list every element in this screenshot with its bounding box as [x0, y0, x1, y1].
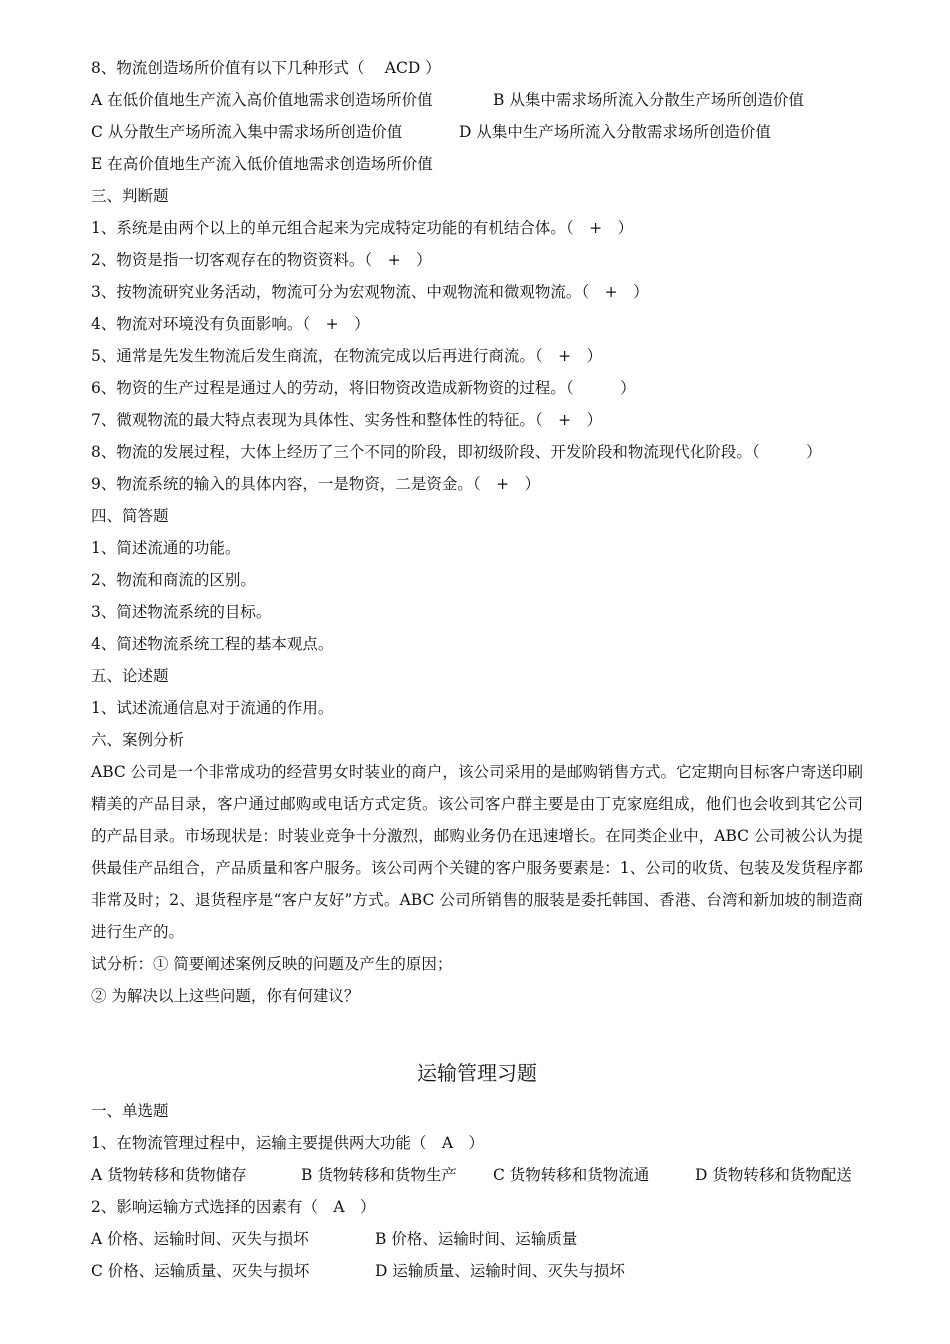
option-b: B 价格、运输时间、运输质量: [375, 1230, 578, 1248]
short-answer-item: 1、简述流通的功能。: [91, 539, 241, 557]
option-a: A 价格、运输时间、灭失与损坏: [91, 1230, 309, 1248]
question-8-options-row-2: [91, 116, 863, 148]
judge-item: 1、系统是由两个以上的单元组合起来为完成特定功能的有机结合体。（ + ）: [91, 219, 634, 237]
option-b: B 从集中需求场所流入分散生产场所创造价值: [493, 91, 804, 109]
short-answer-item: 2、物流和商流的区别。: [91, 571, 256, 589]
transport-question-2-options-row-2: [91, 1255, 863, 1287]
judge-item: 2、物资是指一切客观存在的物资资料。（ + ）: [91, 251, 432, 269]
judge-item: 6、物资的生产过程是通过人的劳动，将旧物资改造成新物资的过程。（ ）: [91, 379, 636, 397]
section-heading-single-choice: 一、单选题: [91, 1102, 169, 1120]
transport-question-1-stem: 1、在物流管理过程中，运输主要提供两大功能（ A ）: [91, 1134, 485, 1152]
short-answer-item: 3、简述物流系统的目标。: [91, 603, 272, 621]
short-answer-item: 4、简述物流系统工程的基本观点。: [91, 635, 334, 653]
document-page: [91, 52, 863, 1287]
judge-item: 5、通常是先发生物流后发生商流，在物流完成以后再进行商流。（ + ）: [91, 347, 603, 365]
option-d: D 从集中生产场所流入分散需求场所创造价值: [459, 123, 771, 141]
judge-item: 7、微观物流的最大特点表现为具体性、实务性和整体性的特征。（ + ）: [91, 411, 603, 429]
case-question-1: 试分析：① 简要阐述案例反映的问题及产生的原因；: [91, 955, 453, 973]
transport-question-1-options: [91, 1159, 863, 1191]
option-c: C 从分散生产场所流入集中需求场所创造价值: [91, 123, 403, 141]
case-question-2: ② 为解决以上这些问题，你有何建议？: [91, 987, 360, 1005]
option-d: D 运输质量、运输时间、灭失与损坏: [375, 1262, 625, 1280]
judge-item: 4、物流对环境没有负面影响。（ + ）: [91, 315, 370, 333]
question-8-stem: 8、物流创造场所价值有以下几种形式（ ACD ）: [91, 59, 441, 77]
transport-question-2-stem: 2、影响运输方式选择的因素有（ A ）: [91, 1198, 376, 1216]
judge-item: 9、物流系统的输入的具体内容，一是物资，二是资金。（ + ）: [91, 475, 541, 493]
section-spacer: [91, 1012, 863, 1055]
section-heading-judge: 三、判断题: [91, 187, 169, 205]
transport-question-2-options-row-1: [91, 1223, 863, 1255]
option-c: C 价格、运输质量、灭失与损坏: [91, 1262, 310, 1280]
judge-item: 8、物流的发展过程，大体上经历了三个不同的阶段，即初级阶段、开发阶段和物流现代化阶段。（ ）: [91, 443, 822, 461]
option-d: D 货物转移和货物配送: [695, 1166, 852, 1184]
option-c: C 货物转移和货物流通: [493, 1166, 650, 1184]
option-b: B 货物转移和货物生产: [301, 1166, 457, 1184]
essay-item: 1、试述流通信息对于流通的作用。: [91, 699, 334, 717]
question-8-options-row-1: [91, 84, 863, 116]
section-heading-case: 六、案例分析: [91, 731, 185, 749]
option-e: E 在高价值地生产流入低价值地需求创造场所价值: [91, 155, 433, 173]
page-title: 运输管理习题: [417, 1061, 537, 1085]
section-heading-essay: 五、论述题: [91, 667, 169, 685]
option-a: A 货物转移和货物储存: [91, 1166, 247, 1184]
case-paragraph: ABC 公司是一个非常成功的经营男女时装业的商户，该公司采用的是邮购销售方式。它定期向目标客户寄送印刷精美的产品目录，客户通过邮购或电话方式定货。该公司客户群主要是由丁克家庭组成，他们也会收到其它公司的产品目录。市场现状是：时装业竞争十分激烈，邮购业务仍在迅速增长。在同类企业中，ABC 公司被公认为提供最佳产品组合，产品质量和客户服务。该公司两个关键的客户服务要素是：1、公司的收货、包装及发货程序都非常及时；2、退货程序是“客户友好”方式。ABC 公司所销售的服装是委托韩国、香港、台湾和新加坡的制造商进行生产的。: [91, 763, 863, 941]
section-heading-short-answer: 四、简答题: [91, 507, 169, 525]
option-a: A 在低价值地生产流入高价值地需求创造场所价值: [91, 91, 433, 109]
judge-item: 3、按物流研究业务活动，物流可分为宏观物流、中观物流和微观物流。（ + ）: [91, 283, 649, 301]
